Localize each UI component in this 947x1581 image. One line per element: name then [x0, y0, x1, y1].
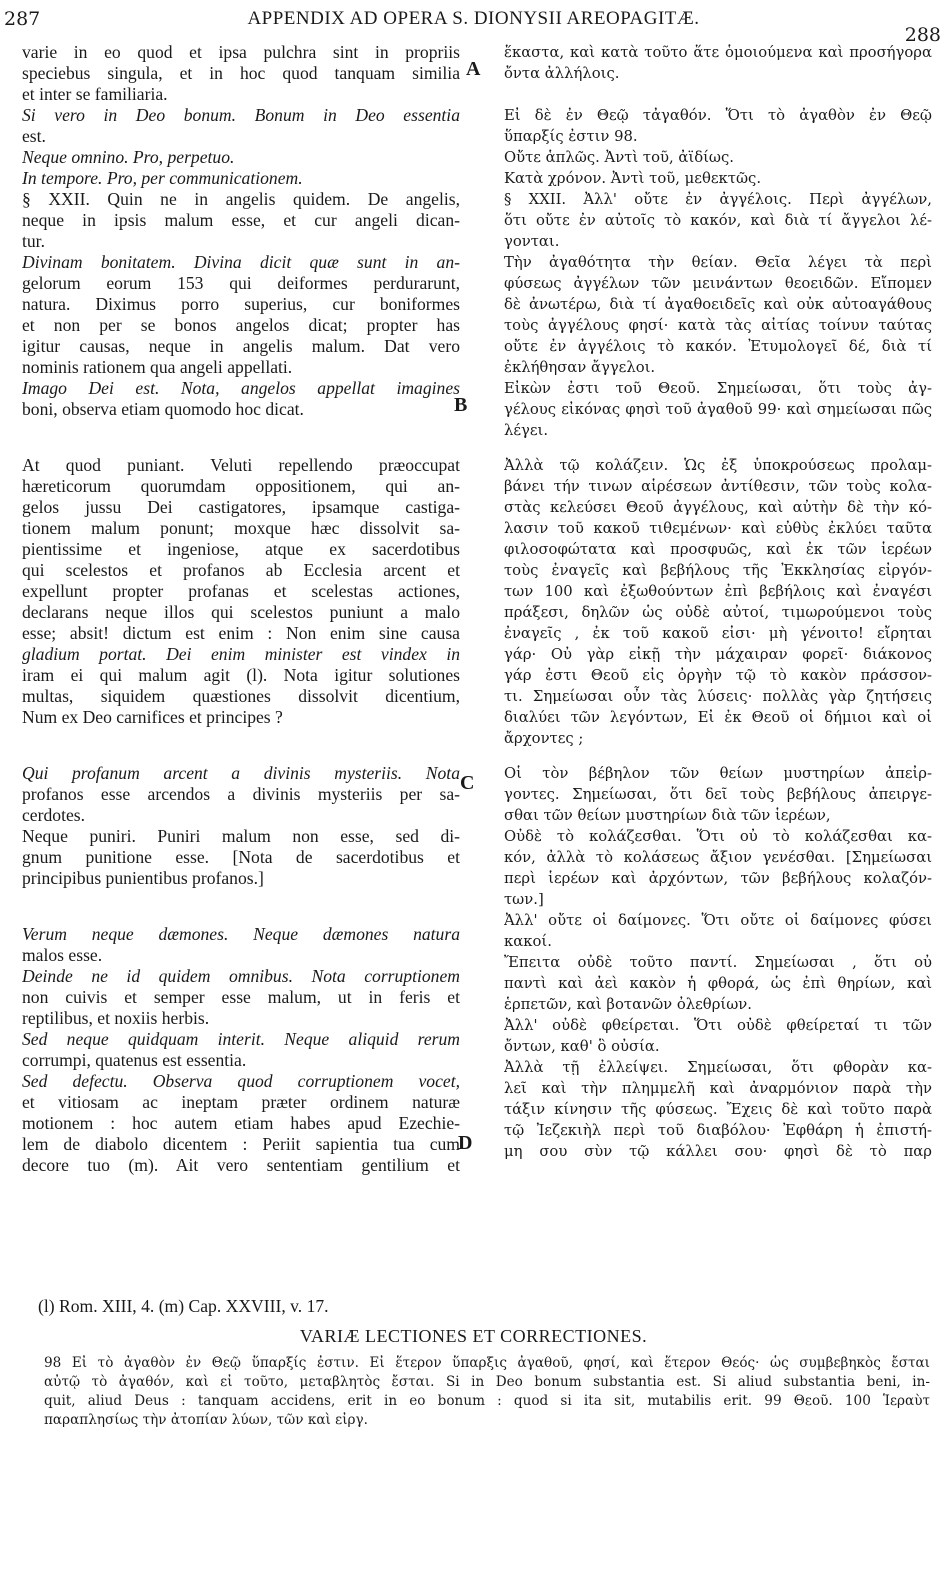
page-number-left: 287 — [4, 8, 41, 30]
latin-line: Verum neque dæmones. Neque dæmones natura — [22, 924, 460, 944]
greek-line: γέλους εἰκόνας φησὶ τοῦ ἀγαθοῦ 99· καὶ σημείωσαι πῶς — [504, 401, 932, 418]
greek-line: δὲ ἀνωτέρω, διὰ τί ἀγαθοειδεῖς καὶ οὐκ αὐτοαγάθους — [504, 296, 932, 313]
latin-line: natura. Diximus porro superius, cur boniformes — [22, 294, 460, 314]
latin-line: § XXII. Quin ne in angelis quidem. De angelis, — [22, 189, 460, 209]
greek-line: Ἀλλ' οὔτε οἱ δαίμονες. Ὅτι οὔτε οἱ δαίμονες φύσει — [504, 912, 932, 929]
greek-line: Κατὰ χρόνον. Ἀντὶ τοῦ, μεθεκτῶς. — [504, 170, 762, 187]
greek-line: Οὔτε ἁπλῶς. Ἀντὶ τοῦ, ἀϊδίως. — [504, 149, 734, 166]
running-title: APPENDIX AD OPERA S. DIONYSII AREOPAGITÆ. — [247, 8, 700, 29]
greek-line: τοὺς ἐναγεῖς καὶ βεβήλους τῆς Ἐκκλησίας εἰργόν- — [504, 562, 932, 579]
greek-line: κόν, ἀλλὰ τὸ κολάσεως ἄξιον γενέσθαι. [Σημείωσαι — [504, 849, 932, 866]
latin-line: declarans neque illos qui scelestos puniunt a malo — [22, 602, 460, 622]
latin-line: Deinde ne id quidem omnibus. Nota corruptionem — [22, 966, 460, 986]
latin-line: Si vero in Deo bonum. Bonum in Deo essentia — [22, 105, 460, 125]
greek-line: πράξεσι, δηλῶν ὡς οὐδὲ αὐτοί, τιμωρούμενοι τοὺς — [504, 604, 932, 621]
greek-line: Εἰ δὲ ἐν Θεῷ τἀγαθόν. Ὅτι τὸ ἀγαθὸν ἐν Θεῷ — [504, 107, 932, 124]
latin-line: et non per se bonos angelos dicat; propter has — [22, 315, 460, 335]
latin-column — [22, 42, 460, 1176]
latin-line: non cuivis et semper esse malum, ut in feris et — [22, 987, 460, 1007]
greek-line: ὄντων, καθ' ὃ οὐσία. — [504, 1038, 660, 1055]
latin-line: lem de diabolo dicentem : Periit sapientia tua cum — [22, 1134, 460, 1154]
greek-line: Εἰκὼν ἐστι τοῦ Θεοῦ. Σημείωσαι, ὅτι τοὺς ἀγ- — [504, 380, 932, 397]
greek-line: ἕκαστα, καὶ κατὰ τοῦτο ἅτε ὁμοιούμενα καὶ προσήγορα — [504, 44, 932, 61]
latin-line: principibus punientibus profanos.] — [22, 868, 264, 888]
greek-line: ἑρπετῶν, καὶ βοτανῶν ὀλεθρίων. — [504, 996, 752, 1013]
greek-line: οὔτε ἐν ἀγγέλοις τὸ κακόν. Ἐτυμολογεῖ δέ, διὰ τί — [504, 338, 932, 355]
running-header — [0, 8, 947, 46]
latin-line: At quod puniant. Veluti repellendo præoccupat — [22, 455, 460, 475]
greek-line: ἐκλήθησαν ἄγγελοι. — [504, 359, 656, 376]
latin-line: tur. — [22, 231, 45, 251]
margin-letter-a: A — [466, 58, 481, 80]
greek-line: ἐναγεῖς , ἐκ τοῦ κακοῦ εἰσι· μὴ γένοιτο! εἴρηται — [504, 625, 932, 642]
latin-line: Qui profanum arcent a divinis mysteriis. Nota — [22, 763, 460, 783]
greek-line: ὅτι οὔτε ἐν αὐτοῖς τὸ κακόν, καὶ διὰ τί ἄγγελοι λέ- — [504, 212, 932, 229]
greek-line: κακοί. — [504, 933, 552, 950]
latin-line: Neque omnino. Pro, perpetuo. — [22, 147, 235, 167]
footnote: (l) Rom. XIII, 4. (m) Cap. XXVIII, v. 17. — [38, 1296, 329, 1316]
latin-line: malos esse. — [22, 945, 103, 965]
greek-line: των.] — [504, 891, 544, 908]
greek-line: γάρ ἐστι Θεοῦ εἰς ὀργὴν τῷ τὸ κακὸν πράσσον- — [504, 667, 932, 684]
latin-line: igitur causas, neque in angelis malum. Dat vero — [22, 336, 460, 356]
latin-line: iram ei qui malum agit (l). Nota igitur solutiones — [22, 665, 460, 685]
greek-line: ὕπαρξίς ἐστιν 98. — [504, 128, 638, 145]
greek-line: μη σου σὺν τῷ κάλλει σου· φησὶ δὲ τὸ παρ — [504, 1143, 932, 1160]
latin-line: neque in ipsis malum esse, et cur angeli dican- — [22, 210, 460, 230]
latin-line: esse; absit! dictum est enim : Non enim sine causa — [22, 623, 460, 643]
latin-line: corrumpi, quatenus est essentia. — [22, 1050, 247, 1070]
greek-line: Ἔπειτα οὐδὲ τοῦτο παντί. Σημείωσαι , ὅτι οὐ — [504, 954, 932, 971]
latin-line: reptilibus, et noxiis herbis. — [22, 1008, 210, 1028]
latin-line: boni, observa etiam quomodo hoc dicat. — [22, 399, 304, 419]
latin-line: varie in eo quod et ipsa pulchra sint in propriis — [22, 42, 460, 62]
latin-line: gladium portat. Dei enim minister est vindex in — [22, 644, 460, 664]
greek-line: Ἀλλὰ τῇ ἐλλείψει. Σημείωσαι, ὅτι φθορὰν κα- — [504, 1059, 932, 1076]
greek-line: λέγει. — [504, 422, 549, 439]
greek-line: τῷ Ἰεζεκιὴλ περὶ τοῦ διαβόλου· Ἐφθάρη ἡ ἐπιστή- — [504, 1122, 932, 1139]
greek-line: φύσεως ἀγγέλων τῶν μεινάντων θεοειδῶν. Εἴπομεν — [504, 275, 932, 292]
latin-line: Num ex Deo carnifices et principes ? — [22, 707, 283, 727]
latin-line: cerdotes. — [22, 805, 86, 825]
variae-line: quit, aliud Deus : tanquam accidens, erit in eo bonum : quod si ita sit, mutabilis erit. 99 Θεοῦ. 100 Ἱεραὺτ — [44, 1393, 930, 1409]
latin-line: nominis rationem qua angeli appellati. — [22, 357, 293, 377]
greek-line: ὄντα ἀλλήλοις. — [504, 65, 620, 82]
greek-line: φιλοσοφώτατα καὶ προσφυῶς, καὶ ἐκ τῶν ἱερέων — [504, 541, 932, 558]
latin-line: decore tuo (m). Ait vero sententiam gentilium et — [22, 1155, 460, 1175]
greek-line: τι. Σημείωσαι οὖν τὰς λύσεις· πολλὰς γὰρ ζητήσεις — [504, 688, 932, 705]
latin-line: gelorum eorum 153 qui deiformes perdurarunt, — [22, 273, 460, 293]
greek-line: Ἀλλ' οὐδὲ φθείρεται. Ὅτι οὐδὲ φθείρεταί τι τῶν — [504, 1017, 932, 1034]
latin-line: et vitiosam ac ineptam præter ordinem naturæ — [22, 1092, 460, 1112]
variae-line: 98 Εἰ τὸ ἀγαθὸν ἐν Θεῷ ὕπαρξίς ἐστιν. Εἰ ἕτερον ὕπαρξις ἀγαθοῦ, φησί, καὶ ἕτερον Θεός· ὡς συμβεβηκὸς ἔσται — [44, 1355, 930, 1371]
margin-letter-b: B — [454, 394, 468, 416]
greek-line: παντὶ καὶ ἀεὶ κακὸν ἡ φθορά, ὡς ἐπὶ θηρίων, καὶ — [504, 975, 932, 992]
latin-line: gelos jussu Dei castigatores, ipsamque castiga- — [22, 497, 460, 517]
greek-line: σθαι τῶν θείων μυστηρίων διὰ τῶν ἱερέων, — [504, 807, 831, 824]
greek-line: στὰς κελεύσει Θεοῦ ἀγγέλους, καὶ αὐτὴν δὲ τὴν κό- — [504, 499, 932, 516]
latin-line: gnum punitione esse. [Nota de sacerdotibus et — [22, 847, 460, 867]
greek-line: τοὺς ἀγγέλους φησί· κατὰ τὰς αἰτίας τοίνυν ταύτας — [504, 317, 932, 334]
greek-line: γοντες. Σημείωσαι, ὅτι δεῖ τοὺς βεβήλους ἀπειργε- — [504, 786, 932, 803]
latin-line: et inter se familiaria. — [22, 84, 168, 104]
latin-line: hæreticorum quorumdam oppositionem, qui an- — [22, 476, 460, 496]
variae-line: αὐτῷ τὸ ἀγαθόν, καὶ εἰ τοῦτο, μεταβλητὸς ἔσται. Si in Deo bonum substantia est. Si aliud substantia beni, in- — [44, 1374, 930, 1390]
latin-line: expellunt propter profanas et scelestas actiones, — [22, 581, 460, 601]
latin-line: pientissime et ingeniose, atque ex sacerdotibus — [22, 539, 460, 559]
latin-line: qui scelestos et profanos ab Ecclesia arcent et — [22, 560, 460, 580]
latin-line: speciebus singula, et in hoc quod tanquam similia — [22, 63, 460, 83]
latin-line: tionem malum ponunt; moxque hæc dissolvit sa- — [22, 518, 460, 538]
latin-line: est. — [22, 126, 46, 146]
greek-line: τάξιν κίνησιν τῆς φύσεως. Ἔχεις δὲ καὶ τοῦτο παρὰ — [504, 1101, 932, 1118]
greek-line: λασιν τοῦ κακοῦ τιθεμένων· καὶ εὐθὺς ἐκλύει ταῦτα — [504, 520, 932, 537]
variae-heading: VARIÆ LECTIONES ET CORRECTIONES. — [299, 1326, 648, 1346]
latin-line: In tempore. Pro, per communicationem. — [22, 168, 303, 188]
latin-line: Sed neque quidquam interit. Neque aliquid rerum — [22, 1029, 460, 1049]
greek-line: ἄρχοντες ; — [504, 730, 584, 747]
latin-line: Imago Dei est. Nota, angelos appellat imagines — [22, 378, 460, 398]
greek-line: γονται. — [504, 233, 560, 250]
greek-line: των 100 καὶ ἐξωθούντων ἐπὶ βεβήλοις καὶ ἐναγέσι — [504, 583, 932, 600]
greek-line: § XXII. Ἀλλ' οὔτε ἐν ἀγγέλοις. Περὶ ἀγγέλων, — [504, 191, 932, 208]
latin-line: Divinam bonitatem. Divina dicit quæ sunt in an- — [22, 252, 460, 272]
greek-column — [504, 42, 932, 1162]
latin-line: motionem : hoc autem etiam habes apud Ezechie- — [22, 1113, 460, 1133]
latin-line: multas, siquidem quæstiones dissolvit dicentium, — [22, 686, 460, 706]
variae-body — [44, 1354, 930, 1430]
greek-line: περὶ ἱερέων καὶ ἀρχόντων, τῶν βεβήλους κολαζόν- — [504, 870, 932, 887]
margin-letter-d: D — [458, 1132, 473, 1154]
greek-line: διαλύει τῶν λεγόντων, Εἰ ἐκ Θεοῦ οἱ δήμιοι καὶ οἱ — [504, 709, 932, 726]
greek-line: λεῖ καὶ τὴν πλημμελῆ καὶ ἀναρμόνιον παρὰ τὴν — [504, 1080, 932, 1097]
greek-line: Οὐδὲ τὸ κολάζεσθαι. Ὅτι οὐ τὸ κολάζεσθαι κα- — [504, 828, 932, 845]
page-number-right: 288 — [904, 24, 941, 46]
latin-line: profanos esse arcendos a divinis mysteriis per sa- — [22, 784, 460, 804]
greek-line: Τὴν ἀγαθότητα τὴν θείαν. Θεῖα λέγει τὰ περὶ — [504, 254, 932, 271]
latin-line: Neque puniri. Puniri malum non esse, sed di- — [22, 826, 460, 846]
greek-line: Ἀλλὰ τῷ κολάζειν. Ὡς ἐξ ὑποκρούσεως προλαμ- — [504, 457, 932, 474]
greek-line: βάνει τήν τινων αἱρέσεων ἀντίθεσιν, τῶν τοὺς κολα- — [504, 478, 932, 495]
margin-letter-c: C — [460, 772, 475, 794]
latin-line: Sed defectu. Observa quod corruptionem vocet, — [22, 1071, 460, 1091]
variae-line: παραπλησίως τὴν ἀτοπίαν λύων, τῶν καὶ εἰργ. — [44, 1412, 368, 1428]
greek-line: Οἱ τὸν βέβηλον τῶν θείων μυστηρίων ἀπεἰρ- — [504, 765, 932, 782]
greek-line: γάρ· Οὐ γὰρ εἰκῇ τὴν μάχαιραν φορεῖ· διάκονος — [504, 646, 932, 663]
